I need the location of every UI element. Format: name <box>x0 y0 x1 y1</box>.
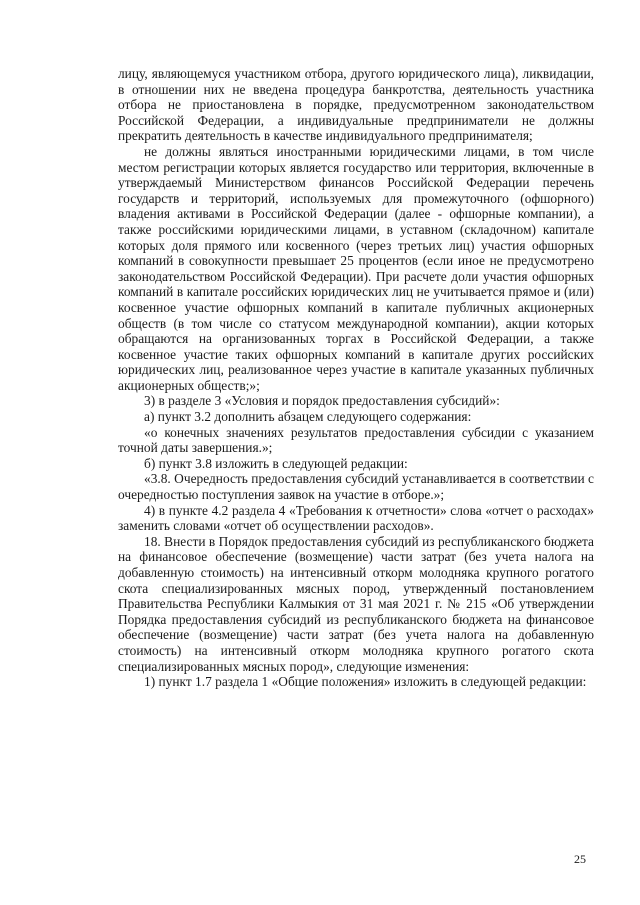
paragraph-section-3: 3) в разделе 3 «Условия и порядок предоставления субсидий»: <box>144 393 500 409</box>
paragraph-item-1-7: 1) пункт 1.7 раздела 1 «Общие положения» изложить в следующей редакции: <box>144 674 587 690</box>
paragraph-offshore: не должны являться иностранными юридическими лицами, в том числе местом регистрации которых является государство или территория, включенные в утверждаемый Министерством финансов Российской Федерации перечень государств и территорий, используемых для промежуточного (офшорного) владения активами в Российской Федерации (далее - офшорные компании), а также российскими юридическими лицами, в уставном (складочном) капитале которых доля прямого или косвенного (через третьих лиц) участия офшорных компаний в совокупности превышает 25 процентов (если иное не предусмотрено законодательством Российской Федерации). При расчете доли участия офшорных компаний в капитале российских юридических лиц не учитывается прямое и (или) косвенное участие офшорных компаний в капитале публичных акционерных обществ (в том числе со статусом международной компании), акции которых обращаются на организованных торгах в Российской Федерации, а также косвенное участие таких офшорных компаний в капитале других российских юридических лиц, реализованное через участие в капитале указанных публичных акционерных обществ;»; <box>118 143 594 393</box>
paragraph-item-18: 18. Внести в Порядок предоставления субсидий из республиканского бюджета на финансовое обеспечение (возмещение) части затрат (без учета налога на добавленную стоимость) на интенсивный откорм молодняка крупного рогатого скота специализированных мясных пород, утвержденный постановлением Правительства Республики Калмыкия от 31 мая 2021 г. № 215 «Об утверждении Порядка предоставления субсидий из республиканского бюджета на финансовое обеспечение (возмещение) части затрат (без учета налога на добавленную стоимость) на интенсивный откорм молодняка крупного рогатого скота специализированных мясных пород», следующие изменения: <box>118 533 594 674</box>
paragraph-continuation: лицу, являющемуся участником отбора, другого юридического лица), ликвидации, в отношении них не введена процедура банкротства, деятельность участника отбора не приостановлена в порядке, предусмотренном законодательством Российской Федерации, а индивидуальные предприниматели не должны прекратить деятельность в качестве индивидуального предпринимателя; <box>118 66 594 144</box>
document-body <box>118 66 594 690</box>
paragraph-quote-results: «о конечных значениях результатов предоставления субсидии с указанием точной даты завершения.»; <box>118 424 594 456</box>
paragraph-item-4: 4) в пункте 4.2 раздела 4 «Требования к отчетности» слова «отчет о расходах» заменить словами «отчет об осуществлении расходов». <box>118 502 594 534</box>
page-number: 25 <box>574 852 586 866</box>
paragraph-item-a: а) пункт 3.2 дополнить абзацем следующего содержания: <box>144 409 472 425</box>
paragraph-quote-3-8: «3.8. Очередность предоставления субсидий устанавливается в соответствии с очередностью поступления заявок на участие в отборе.»; <box>118 471 594 503</box>
paragraph-item-b: б) пункт 3.8 изложить в следующей редакции: <box>144 455 408 471</box>
